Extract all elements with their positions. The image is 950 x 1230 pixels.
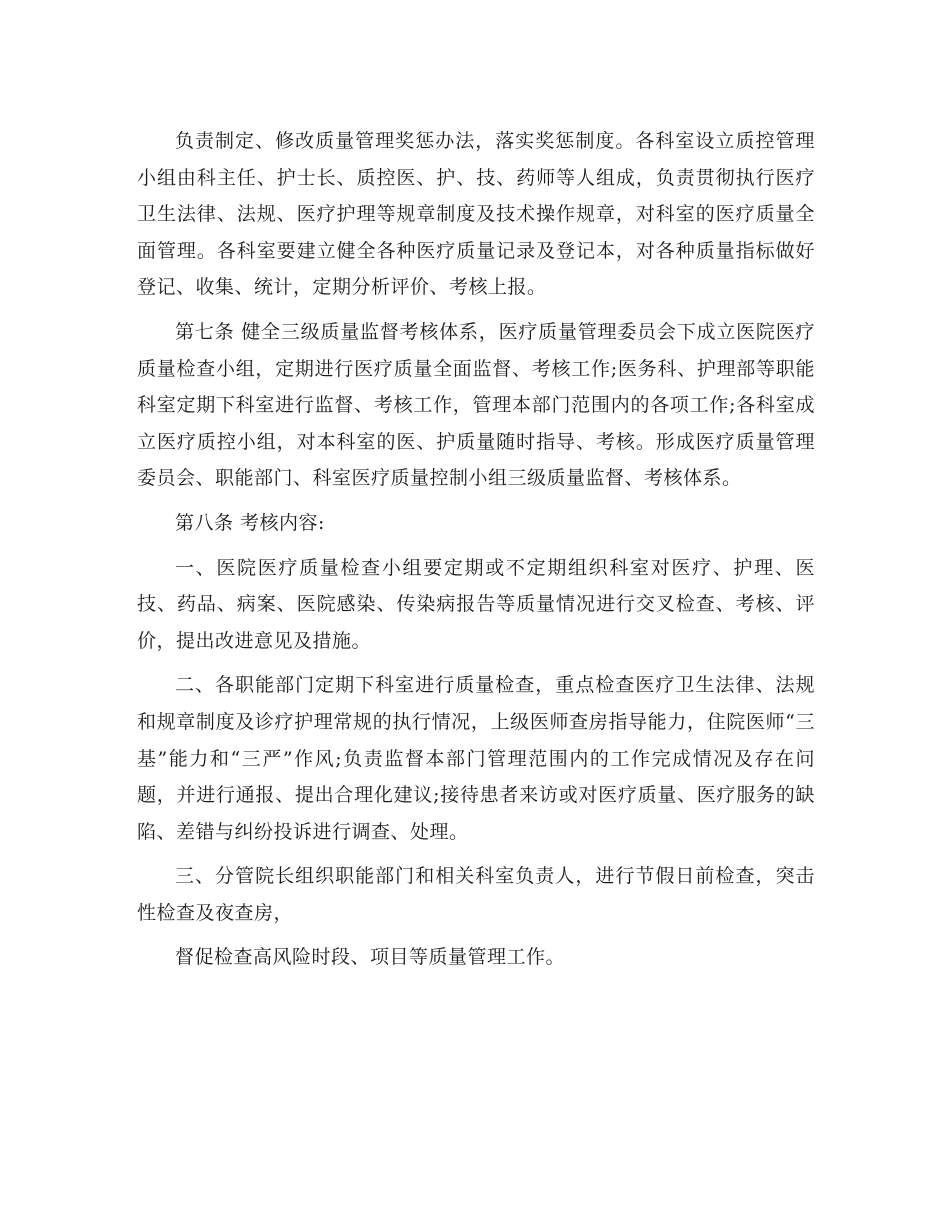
paragraph-item-two: 二、各职能部门定期下科室进行质量检查，重点检查医疗卫生法律、法规和规章制度及诊疗护理常规的执行情况，上级医师查房指导能力，住院医师“三基”能力和“三严”作风;负责监督本部门管理范围内的工作完成情况及存在问题，并进行通报、提出合理化建议;接待患者来访或对医疗质量、医疗服务的缺陷、差错与纠纷投诉进行调查、处理。 <box>137 674 815 843</box>
paragraph-item-one: 一、医院医疗质量检查小组要定期或不定期组织科室对医疗、护理、医技、药品、病案、医院感染、传染病报告等质量情况进行交叉检查、考核、评价，提出改进意见及措施。 <box>137 556 815 652</box>
document-body <box>137 123 815 976</box>
paragraph-article-eight-heading: 第八条 考核内容: <box>175 511 325 534</box>
paragraph-item-three-continued: 督促检查高风险时段、项目等质量管理工作。 <box>175 946 566 969</box>
paragraph-article-seven: 第七条 健全三级质量监督考核体系，医疗质量管理委员会下成立医院医疗质量检查小组，定期进行医疗质量全面监督、考核工作;医务科、护理部等职能科室定期下科室进行监督、考核工作，管理本部门范围内的各项工作;各科室成立医疗质控小组，对本科室的医、护质量随时指导、考核。形成医疗质量管理委员会、职能部门、科室医疗质量控制小组三级质量监督、考核体系。 <box>137 320 815 490</box>
paragraph-item-three: 三、分管院长组织职能部门和相关科室负责人，进行节假日前检查，突击性检查及夜查房， <box>137 865 815 924</box>
paragraph-quality-rewards: 负责制定、修改质量管理奖惩办法，落实奖惩制度。各科室设立质控管理小组由科主任、护士长、质控医、护、技、药师等人组成，负责贯彻执行医疗卫生法律、法规、医疗护理等规章制度及技术操作规章，对科室的医疗质量全面管理。各科室要建立健全各种医疗质量记录及登记本，对各种质量指标做好登记、收集、统计，定期分析评价、考核上报。 <box>137 130 815 299</box>
